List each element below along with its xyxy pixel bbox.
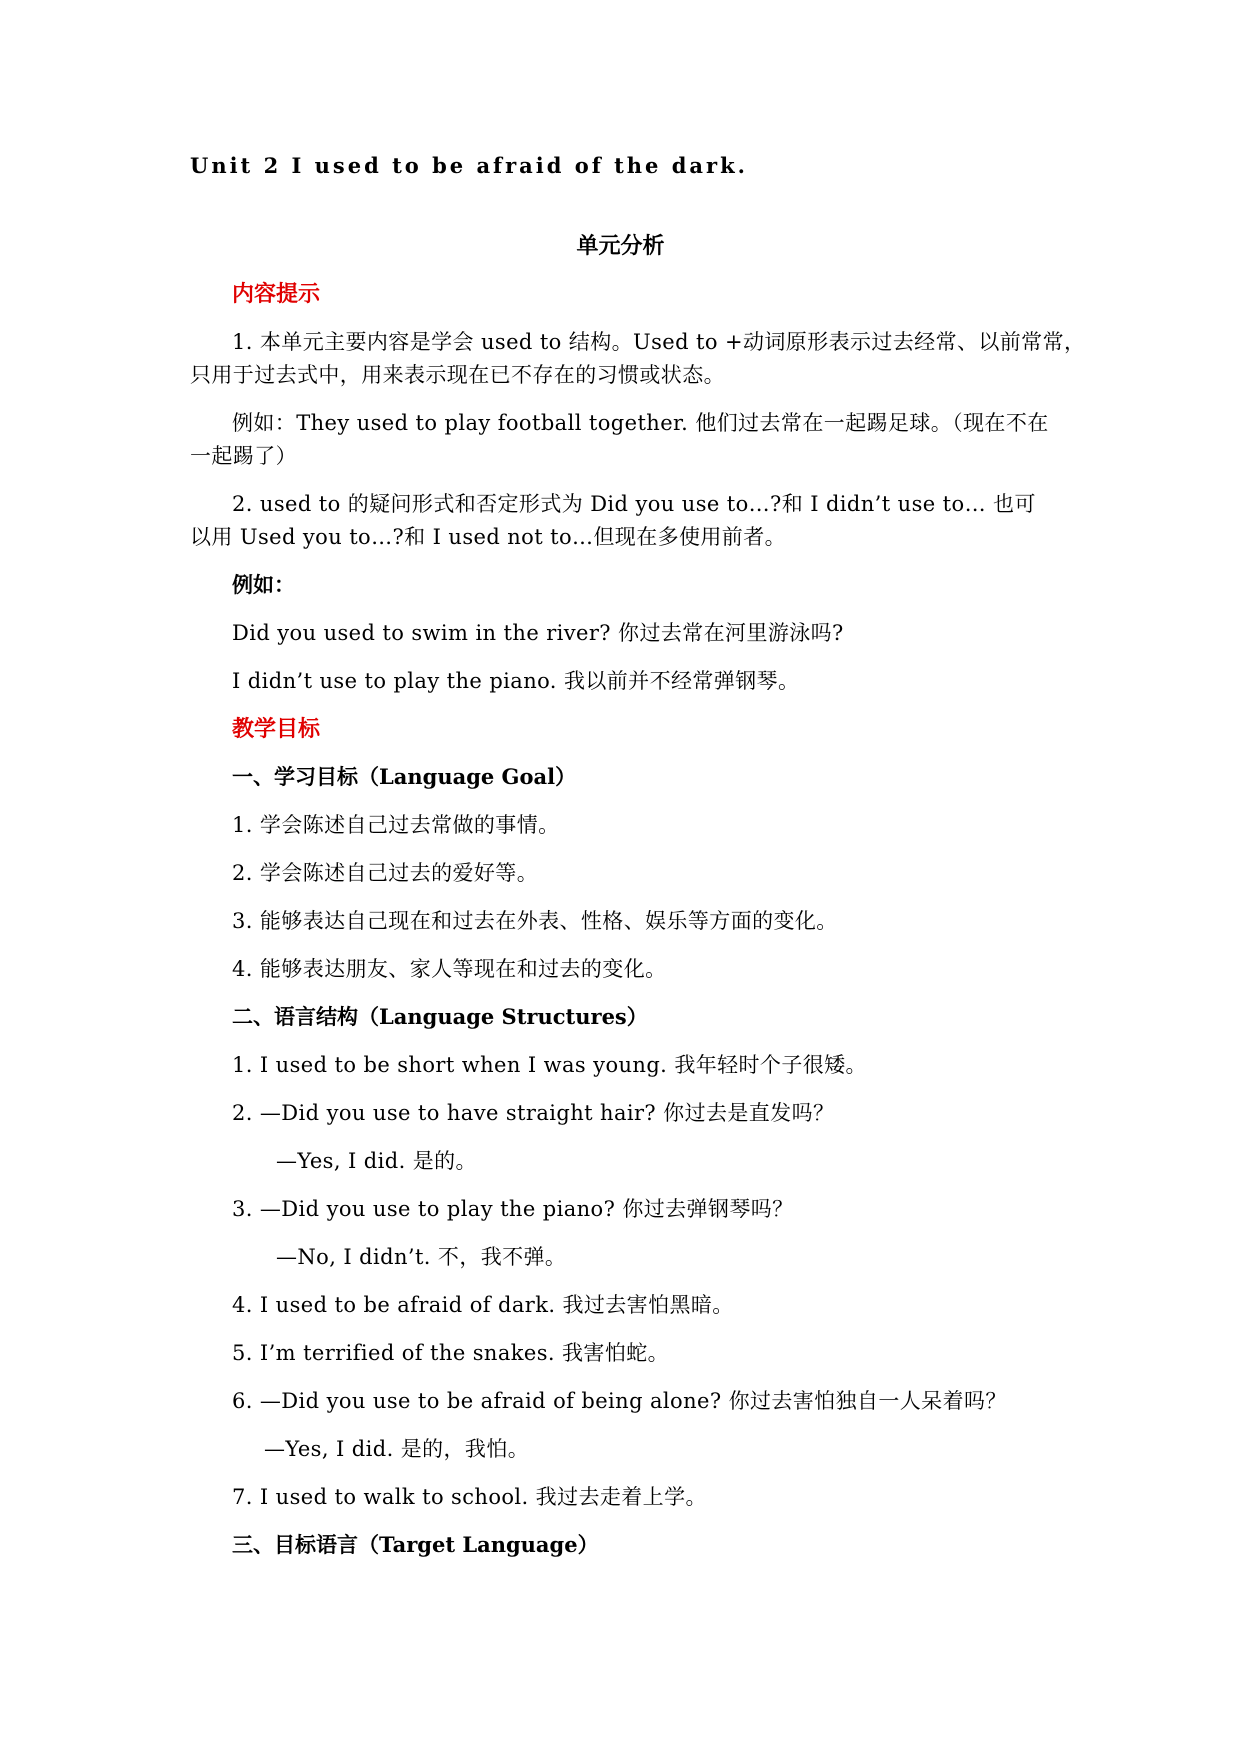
structure-item: 1. I used to be short when I was young. 我年轻时个子很矮。 — [232, 1053, 867, 1077]
structure-item: 4. I used to be afraid of dark. 我过去害怕黑暗。 — [232, 1293, 734, 1317]
structure-item: 3. —Did you use to play the piano? 你过去弹钢琴吗？ — [232, 1197, 794, 1221]
language-goal-item: 2. 学会陈述自己过去的爱好等。 — [232, 861, 539, 885]
example-1-line-2: 一起踢了） — [190, 444, 297, 468]
unit-title: Unit 2 I used to be afraid of the dark. — [190, 153, 748, 178]
paragraph-2-line-2: 以用 Used you to…?和 I used not to…但现在多使用前者。 — [190, 525, 787, 549]
language-goal-item: 4. 能够表达朋友、家人等现在和过去的变化。 — [232, 957, 667, 981]
language-structures-heading: 二、语言结构（Language Structures） — [232, 1004, 648, 1029]
paragraph-1-line-2: 只用于过去式中，用来表示现在已不存在的习惯或状态。 — [190, 363, 725, 387]
language-goal-item: 3. 能够表达自己现在和过去在外表、性格、娱乐等方面的变化。 — [232, 909, 838, 933]
example-2-sentence-a: Did you used to swim in the river? 你过去常在河里游泳吗? — [232, 621, 844, 645]
language-goal-heading: 一、学习目标（Language Goal） — [232, 764, 577, 789]
structure-item: 5. I’m terrified of the snakes. 我害怕蛇。 — [232, 1341, 670, 1365]
language-goal-item: 1. 学会陈述自己过去常做的事情。 — [232, 813, 560, 837]
example-1-line-1: 例如：They used to play football together. 他们过去常在一起踢足球。（现在不在 — [232, 411, 1049, 435]
content-hint-heading: 内容提示 — [232, 281, 321, 307]
target-language-heading: 三、目标语言（Target Language） — [232, 1532, 599, 1557]
structure-reply: —Yes, I did. 是的。 — [276, 1149, 477, 1173]
example-2-sentence-b: I didn’t use to play the piano. 我以前并不经常弹钢琴。 — [232, 669, 800, 693]
teaching-goals-heading: 教学目标 — [232, 716, 321, 742]
example-2-label: 例如： — [232, 572, 295, 597]
paragraph-1-line-1: 1. 本单元主要内容是学会 used to 结构。Used to +动词原形表示过去经常、以前常常， — [232, 330, 1086, 354]
structure-item: 2. —Did you use to have straight hair? 你过去是直发吗？ — [232, 1101, 835, 1125]
structure-item: 6. —Did you use to be afraid of being alone? 你过去害怕独自一人呆着吗？ — [232, 1389, 1007, 1413]
structure-reply: —No, I didn’t. 不，我不弹。 — [276, 1245, 567, 1269]
structure-reply: —Yes, I did. 是的，我怕。 — [264, 1437, 530, 1461]
structure-item: 7. I used to walk to school. 我过去走着上学。 — [232, 1485, 707, 1509]
paragraph-2-line-1: 2. used to 的疑问形式和否定形式为 Did you use to…?和 I didn’t use to… 也可 — [232, 492, 1036, 516]
section-heading: 单元分析 — [576, 233, 665, 259]
